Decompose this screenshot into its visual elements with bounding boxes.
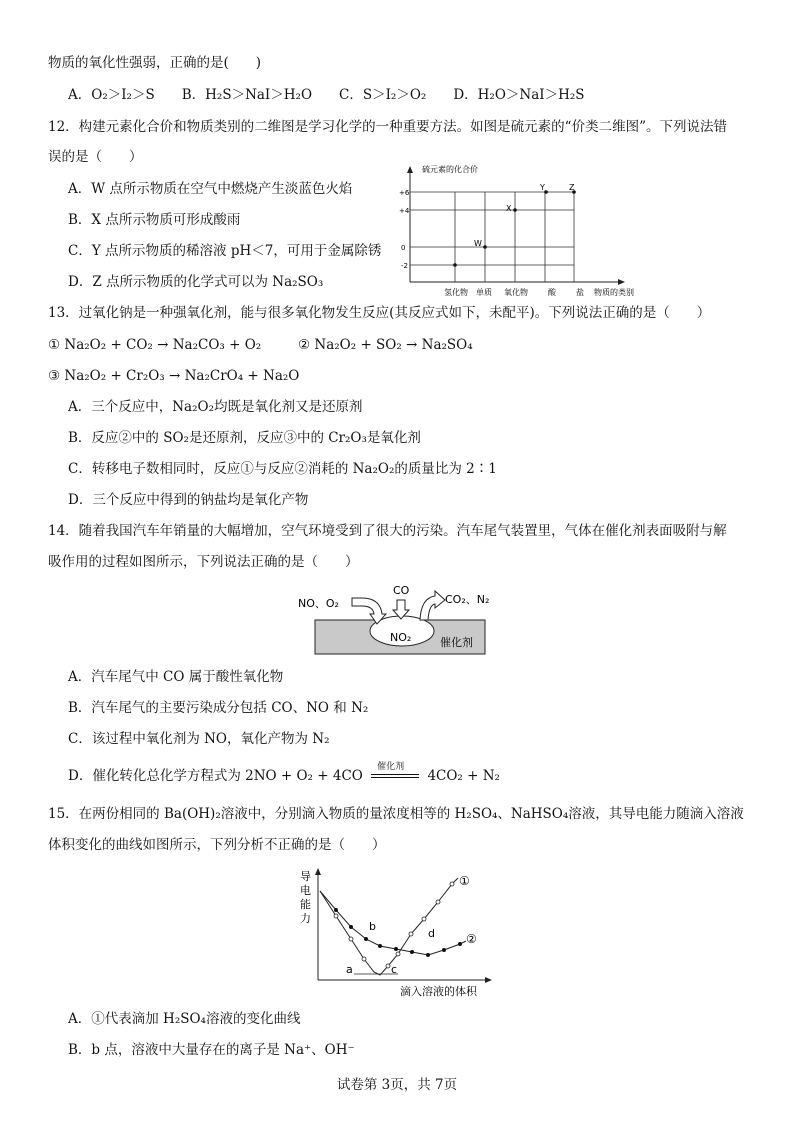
- equation-bar-bottom: [371, 777, 419, 778]
- q12-stem-2: 误的是（ ）: [48, 149, 143, 165]
- fig15-point-c: c: [391, 963, 398, 976]
- fig12-category: 氢化物: [444, 288, 468, 297]
- q14-stem-1: 14．随着我国汽车年销量的大幅增加，空气环境受到了很大的污染。汽车尾气装置里，气体在催化剂表面吸附与解: [48, 523, 727, 539]
- fig14-products: CO₂、N₂: [445, 593, 490, 606]
- q14-stem-2: 吸作用的过程如图所示，下列说法正确的是（ ）: [48, 554, 359, 570]
- reaction-condition: [367, 762, 423, 785]
- fig12-category: 氧化物: [504, 288, 528, 297]
- fig12-point-w: [483, 245, 487, 249]
- fig12-label-z: Z: [569, 183, 575, 192]
- fig12-label-x: X: [506, 204, 512, 213]
- q14-option-b: B．汽车尾气的主要污染成分包括 CO、NO 和 N₂: [68, 700, 369, 716]
- q12-option-b: B．X 点所示物质可形成酸雨: [68, 212, 241, 228]
- fig12-ytick: -2: [401, 262, 408, 270]
- fig12-ytick: +6: [399, 189, 410, 197]
- q14-option-a: A．汽车尾气中 CO 属于酸性氧化物: [68, 669, 284, 685]
- fig15-point-a: a: [346, 963, 353, 976]
- fig15-point-b: b: [369, 920, 376, 933]
- fig15-curve-1: [320, 878, 458, 975]
- q12-stem-1: 12．构建元素化合价和物质类别的二维图是学习化学的一种重要方法。如图是硫元素的“价类二维图”。下列说法错: [48, 119, 727, 135]
- q13-reaction-1: ① Na₂O₂ + CO₂ → Na₂CO₃ + O₂: [48, 337, 262, 353]
- fig15-curve-2-label: ②: [466, 932, 477, 946]
- q15-stem-2: 体积变化的曲线如图所示，下列分析不正确的是（ ）: [48, 837, 386, 853]
- q15-option-a: A．①代表滴加 H₂SO₄溶液的变化曲线: [68, 1011, 301, 1027]
- fig12-category: 盐: [576, 288, 584, 297]
- fig15-ylabel-char: 力: [300, 912, 311, 925]
- fig14-center: NO₂: [390, 631, 412, 644]
- q14-option-d-right: 4CO₂ + N₂: [427, 768, 500, 784]
- fig12-point: [453, 263, 457, 267]
- q11-stem: 物质的氧化性强弱，正确的是( ): [48, 55, 262, 71]
- q13-option-d: D．三个反应中得到的钠盐均是氧化产物: [68, 492, 309, 508]
- q13-option-a: A．三个反应中，Na₂O₂均既是氧化剂又是还原剂: [68, 399, 363, 415]
- q14-option-d: [68, 762, 500, 785]
- q11-options: A．O₂＞I₂＞S B．H₂S＞NaI＞H₂O C．S＞I₂＞O₂ D．H₂O＞NaI＞H₂S: [68, 87, 585, 103]
- q13-option-b: B．反应②中的 SO₂是还原剂，反应③中的 Cr₂O₃是氧化剂: [68, 430, 421, 446]
- fig15-curve-1-label: ①: [459, 874, 470, 888]
- fig12-ylabel: 硫元素的化合价: [422, 165, 478, 174]
- fig12-category: 单质: [476, 288, 492, 297]
- q13-stem: 13．过氧化钠是一种强氧化剂，能与很多氧化物发生反应(其反应式如下，未配平)。下列说法正确的是（ ）: [48, 305, 711, 321]
- fig12-ytick: 0: [401, 244, 406, 252]
- fig12-label-y: Y: [540, 183, 545, 192]
- q13-reaction-3: ③ Na₂O₂ + Cr₂O₃ → Na₂CrO₄ + Na₂O: [48, 368, 300, 384]
- arrow-out-icon: [420, 591, 445, 620]
- fig12-point-x: [513, 208, 517, 212]
- q12-option-d: D．Z 点所示物质的化学式可以为 Na₂SO₃: [68, 274, 324, 290]
- fig12-label-w: W: [474, 239, 482, 248]
- q13-option-c: C．转移电子数相同时，反应①与反应②消耗的 Na₂O₂的质量比为 2∶1: [68, 461, 497, 477]
- equation-bar-top: [371, 774, 419, 775]
- fig15-xlabel: 滴入溶液的体积: [400, 985, 477, 998]
- fig14-catalyst: 催化剂: [440, 636, 473, 649]
- figure-12-valence-chart: [396, 160, 646, 300]
- fig15-point-d: d: [428, 927, 435, 940]
- condition-label: 催化剂: [377, 762, 405, 772]
- fig12-category: 酸: [548, 288, 556, 297]
- page-footer: 试卷第 3页，共 7页: [336, 1077, 458, 1093]
- q13-reaction-2: ② Na₂O₂ + SO₂ → Na₂SO₄: [298, 337, 473, 353]
- figure-14-catalyst-diagram: [290, 578, 510, 658]
- fig15-curve-1-markers: [334, 882, 454, 968]
- fig14-co: CO: [393, 584, 410, 597]
- q15-option-b: B．b 点，溶液中大量存在的离子是 Na⁺、OH⁻: [68, 1042, 355, 1058]
- fig12-xlabel: 物质的类别: [594, 288, 634, 297]
- fig15-ylabel-char: 导: [300, 870, 311, 883]
- fig15-ylabel-char: 电: [300, 884, 311, 897]
- fig15-ylabel-char: 能: [300, 898, 311, 911]
- fig12-ytick: +4: [399, 207, 410, 215]
- q15-stem-1: 15．在两份相同的 Ba(OH)₂溶液中，分别滴入物质的量浓度相等的 H₂SO₄、NaHSO₄溶液，其导电能力随滴入溶液: [48, 806, 744, 822]
- figure-15-conductivity-chart: [296, 864, 496, 999]
- q14-option-d-left: D．催化转化总化学方程式为 2NO + O₂ + 4CO: [68, 768, 363, 784]
- q12-option-a: A．W 点所示物质在空气中燃烧产生淡蓝色火焰: [68, 181, 353, 197]
- fig15-curve-2: [320, 891, 466, 955]
- q14-option-c: C．该过程中氧化剂为 NO，氧化产物为 N₂: [68, 731, 330, 747]
- q12-option-c: C．Y 点所示物质的稀溶液 pH＜7，可用于金属除锈: [68, 243, 382, 259]
- fig14-reactants: NO、O₂: [298, 597, 339, 610]
